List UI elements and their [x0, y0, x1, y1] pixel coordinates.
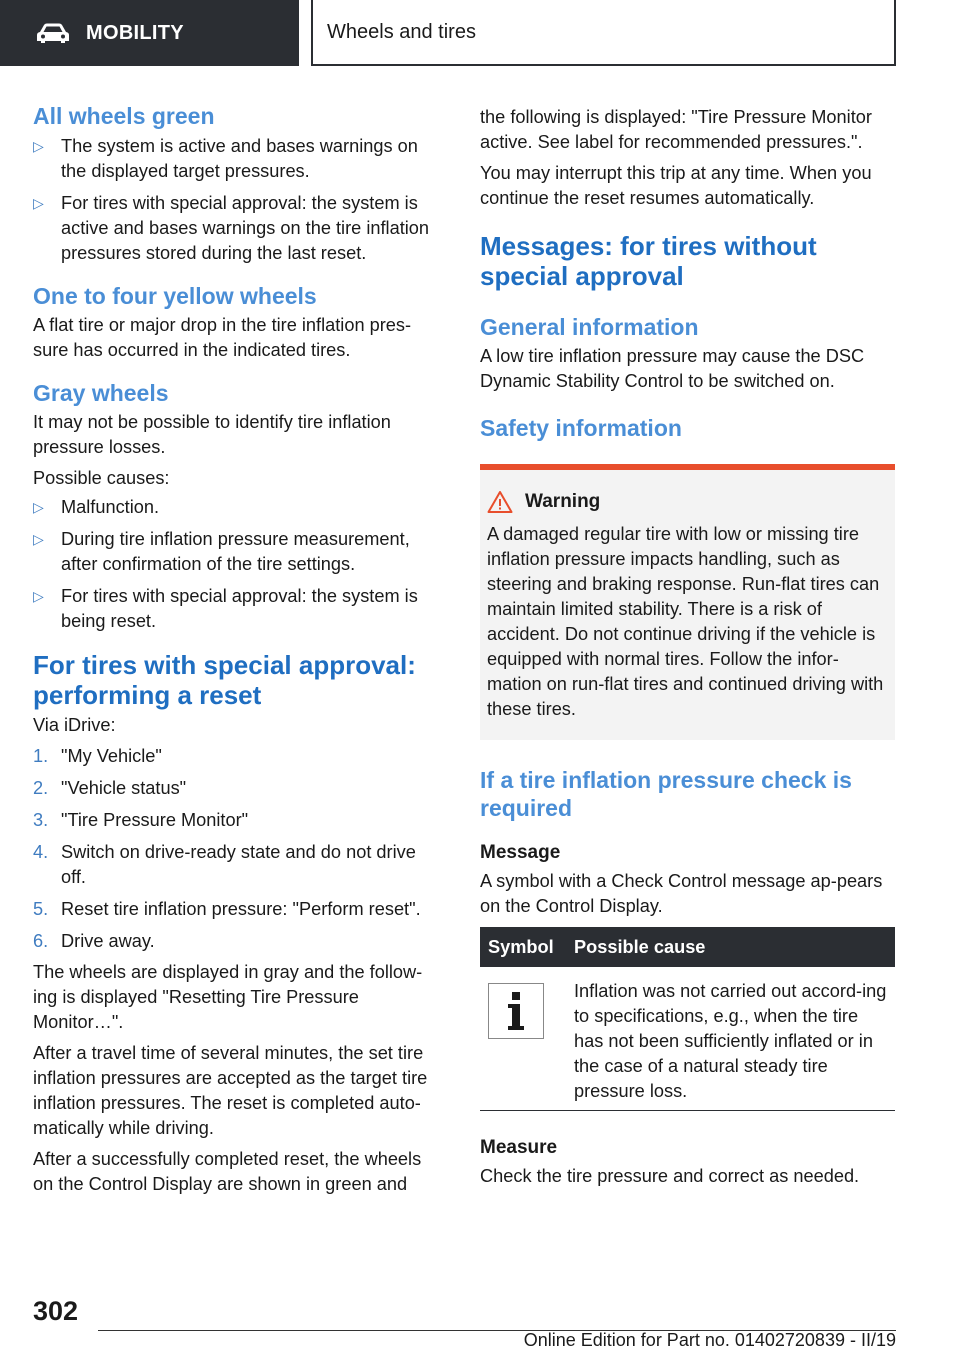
heading-general-information: General information — [480, 314, 699, 340]
info-icon — [488, 983, 544, 1039]
warning-header — [487, 490, 887, 514]
triangle-bullet-icon: ▷ — [33, 499, 44, 515]
reset-steps-list — [33, 744, 445, 954]
header-chapter-tab — [311, 0, 896, 66]
paragraph-travel-time: After a travel time of several minutes, the set tire inflation pressures are accepted as the target tire inflation pressures. The reset is completed auto‐matically while driving. — [33, 1043, 428, 1138]
warning-triangle-icon — [487, 490, 513, 514]
all-green-list — [33, 134, 445, 266]
cause-cell: Inflation was not carried out accord‐ing to specifications, e.g., when the tire has not been sufficiently inflated or in the case of a natural steady tire pressure loss. — [566, 967, 895, 1111]
heading-message: Message — [480, 842, 561, 863]
header-chapter-title: Wheels and tires — [327, 20, 476, 43]
paragraph-continued: the following is displayed: "Tire Pressure Monitor active. See label for recommended pressures.". — [480, 107, 872, 152]
paragraph-yellow: A flat tire or major drop in the tire inflation pres‐sure has occurred in the indicated tires. — [33, 315, 412, 360]
step-item: 2. "Vehicle status" — [33, 778, 187, 798]
list-item: ▷ During tire inflation pressure measurement, after confirmation of the tire settings. — [33, 529, 410, 574]
heading-performing-reset: For tires with special approval: performing a reset — [33, 650, 416, 710]
list-item: ▷ Malfunction. — [33, 495, 445, 520]
page-number: 302 — [33, 1296, 79, 1326]
symbol-cause-table — [480, 927, 895, 1111]
symbol-cell — [480, 967, 566, 1111]
paragraph-after-reset: After a successfully completed reset, the wheels on the Control Display are shown in green and — [33, 1149, 422, 1194]
causes-list — [33, 495, 445, 634]
heading-all-wheels-green: All wheels green — [33, 103, 215, 129]
paragraph-possible-causes: Possible causes: — [33, 468, 170, 488]
left-column — [33, 100, 445, 1197]
column-header-cause: Possible cause — [566, 927, 895, 967]
heading-measure: Measure — [480, 1137, 558, 1158]
heading-gray-wheels: Gray wheels — [33, 380, 169, 406]
footer-edition: Online Edition for Part no. 01402720839 - II/19 — [523, 1330, 896, 1350]
heading-pressure-check: If a tire inflation pressure check is required — [480, 767, 852, 821]
list-item: ▷ The system is active and bases warnings on the displayed target pressures. — [33, 136, 418, 181]
heading-messages: Messages: for tires without special approval — [480, 231, 817, 291]
paragraph-message: A symbol with a Check Control message ap‐pears on the Control Display. — [480, 871, 883, 916]
triangle-bullet-icon: ▷ — [33, 195, 44, 211]
heading-safety-information: Safety information — [480, 415, 682, 441]
heading-yellow-wheels: One to four yellow wheels — [33, 283, 317, 309]
step-item: 3. "Tire Pressure Monitor" — [33, 810, 249, 830]
step-item: 5. Reset tire inflation pressure: "Perform reset". — [33, 899, 421, 919]
car-icon — [36, 22, 70, 44]
paragraph-gray: It may not be possible to identify tire inflation pressure losses. — [33, 412, 391, 457]
header-section-tab — [0, 0, 299, 66]
list-item: ▷ For tires with special approval: the system is active and bases warnings on the tire inflation pressures stored during the last reset. — [33, 193, 430, 263]
warning-text: A damaged regular tire with low or missing tire inflation pressure impacts handling, such as steering and braking response. Run-flat tires can maintain limited stability. There is a risk of accident. Do not continue driving if the vehicle is equipped with normal tires. Follow the infor‐mation on run-flat tires and continued driving with these tires. — [487, 524, 884, 719]
table-header-row — [480, 927, 895, 967]
header-section-title: MOBILITY — [86, 21, 184, 44]
list-item: ▷ For tires with special approval: the system is being reset. — [33, 586, 418, 631]
paragraph-gray-display: The wheels are displayed in gray and the follow‐ing is displayed "Resetting Tire Pressure Monitor…". — [33, 962, 423, 1032]
column-header-symbol: Symbol — [480, 927, 566, 967]
table-row — [480, 967, 895, 1111]
warning-title: Warning — [525, 491, 601, 512]
paragraph-via-idrive: Via iDrive: — [33, 715, 116, 735]
triangle-bullet-icon: ▷ — [33, 138, 44, 154]
paragraph-general: A low tire inflation pressure may cause the DSC Dynamic Stability Control to be switched on. — [480, 346, 865, 391]
step-item: 6. Drive away. — [33, 931, 155, 951]
step-item: 1. "My Vehicle" — [33, 746, 162, 766]
right-column — [480, 100, 895, 1189]
triangle-bullet-icon: ▷ — [33, 588, 44, 604]
step-item: 4. Switch on drive-ready state and do not drive off. — [33, 842, 416, 887]
warning-box — [480, 464, 895, 740]
paragraph-measure: Check the tire pressure and correct as needed. — [480, 1166, 860, 1186]
paragraph-interrupt: You may interrupt this trip at any time. When you continue the reset resumes automatically. — [480, 163, 872, 208]
triangle-bullet-icon: ▷ — [33, 531, 44, 547]
